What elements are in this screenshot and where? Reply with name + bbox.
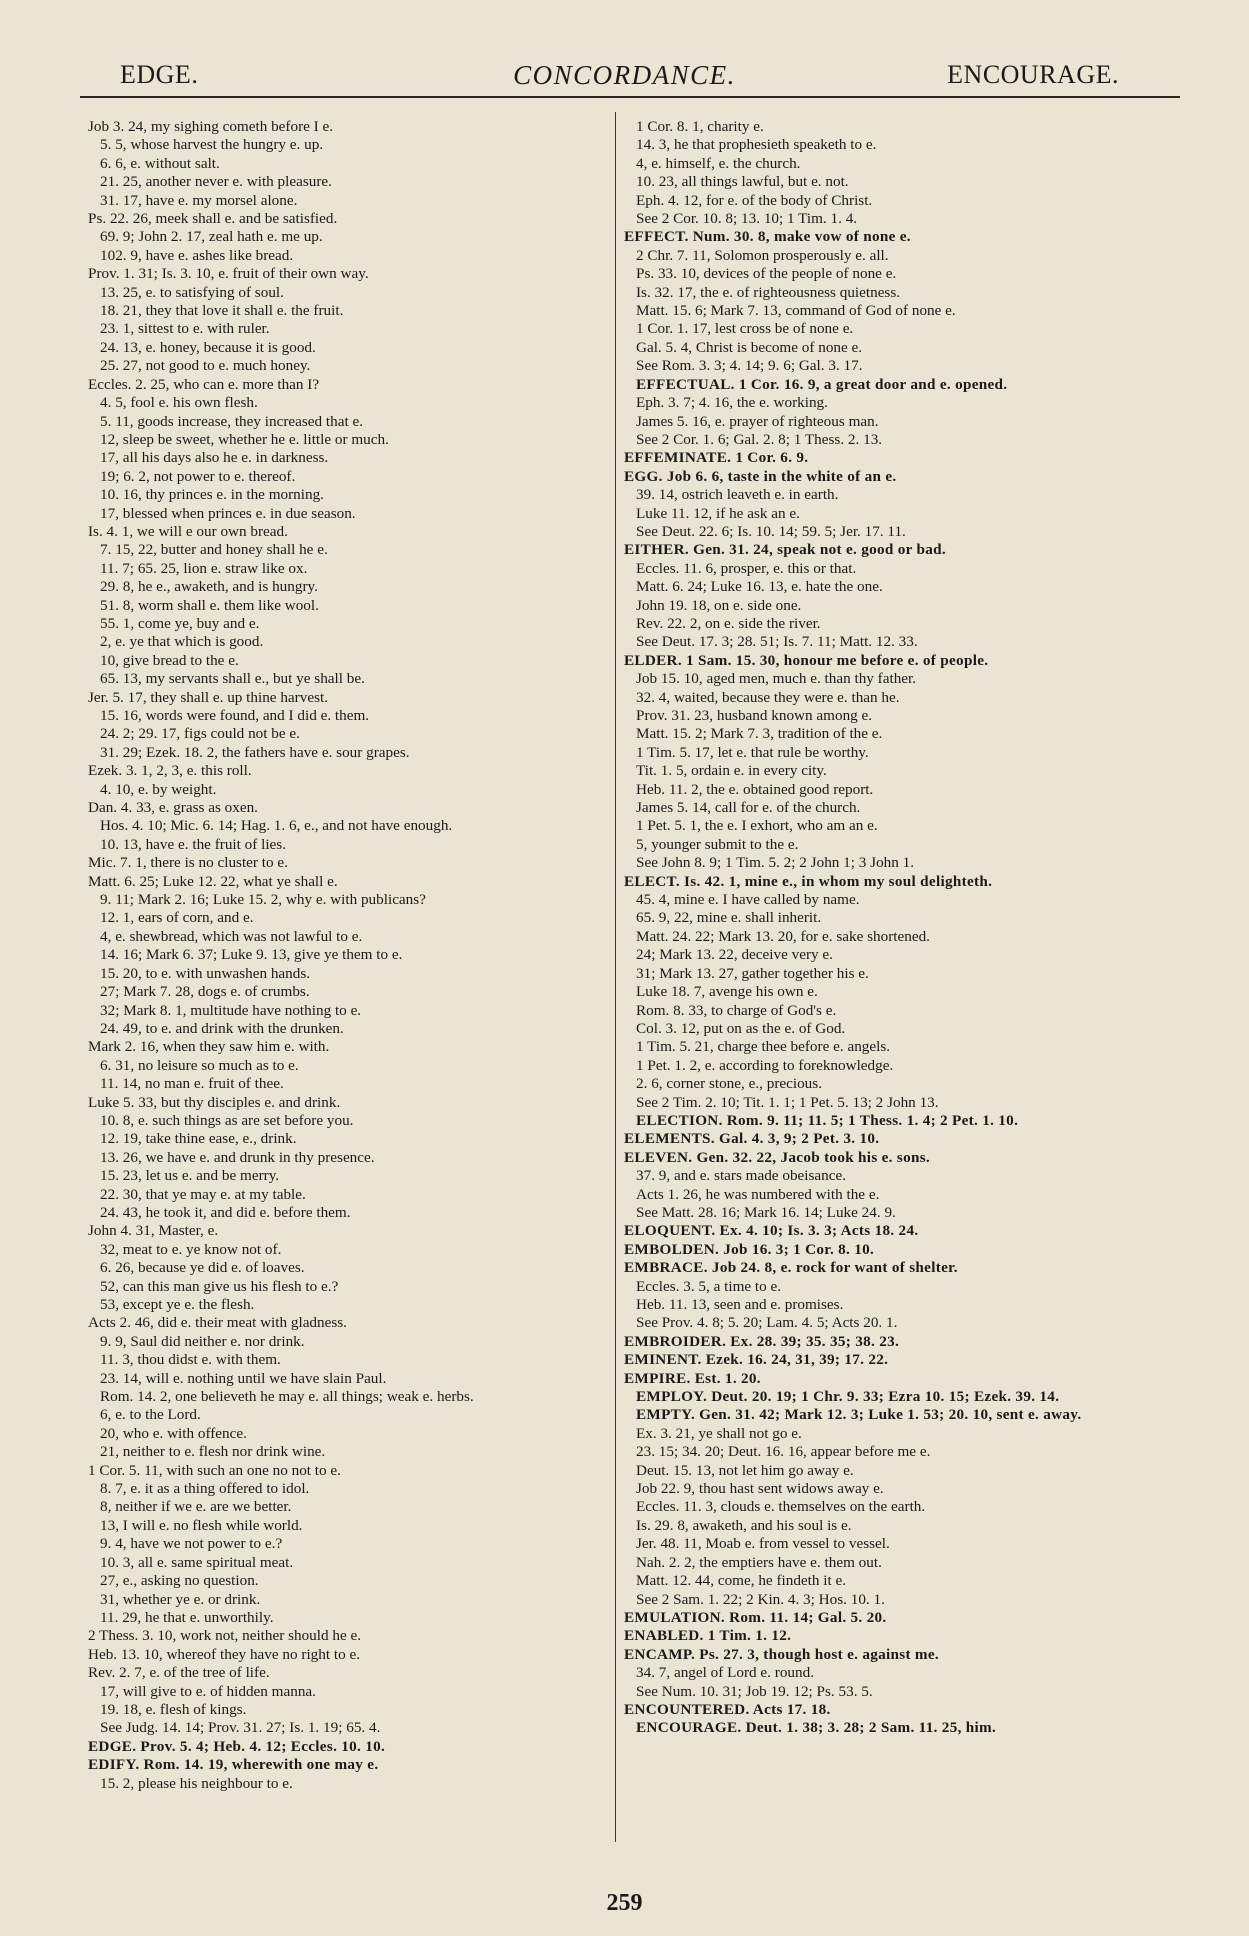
entry-line: 10. 8, e. such things as are set before you. xyxy=(100,1111,354,1129)
entry-line: 24. 49, to e. and drink with the drunken. xyxy=(100,1019,344,1037)
entry-line: Heb. 13. 10, whereof they have no right to e. xyxy=(88,1645,361,1663)
entry-line: See John 8. 9; 1 Tim. 5. 2; 2 John 1; 3 John 1. xyxy=(636,854,915,872)
entry-line: James 5. 14, call for e. of the church. xyxy=(636,799,861,817)
entry-line: ENCOURAGE. Deut. 1. 38; 3. 28; 2 Sam. 11. 25, him. xyxy=(636,1719,997,1737)
entry-line: Tit. 1. 5, ordain e. in every city. xyxy=(636,762,827,780)
entry-line: 5. 5, whose harvest the hungry e. up. xyxy=(100,136,324,154)
header-first-word: EDGE. xyxy=(120,60,199,89)
entry-line: 22. 30, that ye may e. at my table. xyxy=(100,1185,306,1203)
entry-line: EMBRACE. Job 24. 8, e. rock for want of shelter. xyxy=(624,1259,958,1277)
entry-line: 2 Chr. 7. 11, Solomon prosperously e. all. xyxy=(636,246,889,264)
entry-line: Prov. 1. 31; Is. 3. 10, e. fruit of their own way. xyxy=(88,265,369,283)
entry-line: EMBOLDEN. Job 16. 3; 1 Cor. 8. 10. xyxy=(624,1240,875,1258)
entry-line: Job 3. 24, my sighing cometh before I e. xyxy=(88,118,334,135)
entry-line: 15. 16, words were found, and I did e. them. xyxy=(100,707,370,724)
entry-line: 1 Pet. 1. 2, e. according to foreknowledge. xyxy=(636,1056,894,1074)
entry-line: See Matt. 28. 16; Mark 16. 14; Luke 24. 9. xyxy=(636,1203,896,1221)
entry-line: Matt. 24. 22; Mark 13. 20, for e. sake shortened. xyxy=(636,927,930,945)
entry-line: 4, e. himself, e. the church. xyxy=(636,154,801,172)
entry-line: Job 22. 9, thou hast sent widows away e. xyxy=(636,1480,884,1498)
entry-line: 10. 3, all e. same spiritual meat. xyxy=(100,1553,294,1571)
entry-line: 12, sleep be sweet, whether he e. little or much. xyxy=(100,430,389,448)
entry-line: Acts 2. 46, did e. their meat with gladness. xyxy=(88,1314,347,1332)
entry-line: 9. 11; Mark 2. 16; Luke 15. 2, why e. with publicans? xyxy=(100,891,426,909)
entry-line: Eccles. 11. 6, prosper, e. this or that. xyxy=(636,559,857,577)
entry-line: Eccles. 11. 3, clouds e. themselves on the earth. xyxy=(636,1498,926,1516)
entry-line: 2, e. ye that which is good. xyxy=(100,633,264,651)
entry-line: 23. 15; 34. 20; Deut. 16. 16, appear before me e. xyxy=(636,1443,931,1461)
entry-line: 15. 23, let us e. and be merry. xyxy=(100,1167,280,1185)
entry-line: 31. 17, have e. my morsel alone. xyxy=(100,191,298,209)
entry-line: Col. 3. 12, put on as the e. of God. xyxy=(636,1019,846,1037)
entry-line: ENCAMP. Ps. 27. 3, though host e. against me. xyxy=(624,1645,940,1663)
entry-line: Is. 32. 17, the e. of righteousness quietness. xyxy=(636,283,901,301)
entry-line: 8. 7, e. it as a thing offered to idol. xyxy=(100,1480,310,1498)
entry-line: Rom. 8. 33, to charge of God's e. xyxy=(636,1001,837,1019)
entry-line: Mark 2. 16, when they saw him e. with. xyxy=(88,1038,330,1056)
entry-line: 12. 1, ears of corn, and e. xyxy=(100,909,254,927)
entry-line: 31, whether ye e. or drink. xyxy=(100,1590,261,1608)
entry-line: Gal. 5. 4, Christ is become of none e. xyxy=(636,338,863,356)
entry-line: 6. 31, no leisure so much as to e. xyxy=(100,1056,299,1074)
header-last-word: ENCOURAGE. xyxy=(947,60,1119,89)
right-column xyxy=(624,118,1159,1738)
entry-line: 32. 4, waited, because they were e. than he. xyxy=(636,688,900,706)
entry-line: Acts 1. 26, he was numbered with the e. xyxy=(636,1185,880,1203)
entry-line: 5, younger submit to the e. xyxy=(636,835,799,853)
entry-line: 21, neither to e. flesh nor drink wine. xyxy=(100,1443,326,1461)
entry-line: 10, give bread to the e. xyxy=(100,651,239,669)
entry-line: 11. 7; 65. 25, lion e. straw like ox. xyxy=(100,559,308,577)
entry-line: 69. 9; John 2. 17, zeal hath e. me up. xyxy=(100,228,323,246)
entry-line: Matt. 15. 2; Mark 7. 3, tradition of the e. xyxy=(636,725,883,743)
entry-line: Ps. 33. 10, devices of the people of none e. xyxy=(636,265,897,283)
entry-line: ENCOUNTERED. Acts 17. 18. xyxy=(624,1700,831,1718)
entry-line: Eph. 4. 12, for e. of the body of Christ. xyxy=(636,191,873,209)
entry-line: 23. 14, will e. nothing until we have slain Paul. xyxy=(100,1369,387,1387)
entry-line: ENABLED. 1 Tim. 1. 12. xyxy=(624,1627,792,1645)
entry-line: 1 Pet. 5. 1, the e. I exhort, who am an e. xyxy=(636,817,878,835)
entry-line: EGG. Job 6. 6, taste in the white of an e. xyxy=(624,467,897,485)
entry-line: Matt. 6. 24; Luke 16. 13, e. hate the one. xyxy=(636,578,883,596)
entry-line: Prov. 31. 23, husband known among e. xyxy=(636,707,873,724)
entry-line: 65. 13, my servants shall e., but ye shall be. xyxy=(100,670,365,688)
entry-line: Luke 5. 33, but thy disciples e. and drink. xyxy=(88,1093,341,1111)
entry-line: 17, all his days also he e. in darkness. xyxy=(100,449,329,467)
entry-line: 102. 9, have e. ashes like bread. xyxy=(100,246,294,264)
entry-line: 19. 18, e. flesh of kings. xyxy=(100,1700,247,1718)
entry-line: Hos. 4. 10; Mic. 6. 14; Hag. 1. 6, e., and not have enough. xyxy=(100,817,453,835)
entry-line: Dan. 4. 33, e. grass as oxen. xyxy=(88,799,258,817)
entry-line: 11. 3, thou didst e. with them. xyxy=(100,1351,281,1369)
entry-line: 27; Mark 7. 28, dogs e. of crumbs. xyxy=(100,983,310,1001)
entry-line: EMULATION. Rom. 11. 14; Gal. 5. 20. xyxy=(624,1608,887,1626)
entry-line: 25. 27, not good to e. much honey. xyxy=(100,357,311,375)
entry-line: ELEMENTS. Gal. 4. 3, 9; 2 Pet. 3. 10. xyxy=(624,1130,880,1148)
entry-line: 12. 19, take thine ease, e., drink. xyxy=(100,1130,297,1148)
entry-line: Rev. 22. 2, on e. side the river. xyxy=(636,614,821,632)
entry-line: EFFEMINATE. 1 Cor. 6. 9. xyxy=(624,449,809,467)
entry-line: 2 Thess. 3. 10, work not, neither should he e. xyxy=(88,1627,362,1645)
entry-line: See 2 Cor. 1. 6; Gal. 2. 8; 1 Thess. 2. 13. xyxy=(636,430,883,448)
entry-line: 19; 6. 2, not power to e. thereof. xyxy=(100,467,296,485)
entry-line: Is. 29. 8, awaketh, and his soul is e. xyxy=(636,1516,852,1534)
entry-line: 7. 15, 22, butter and honey shall he e. xyxy=(100,541,328,559)
entry-line: 29. 8, he e., awaketh, and is hungry. xyxy=(100,578,318,596)
entry-line: See Judg. 14. 14; Prov. 31. 27; Is. 1. 19; 65. 4. xyxy=(100,1719,381,1737)
entry-line: 45. 4, mine e. I have called by name. xyxy=(636,891,860,909)
entry-line: 4, e. shewbread, which was not lawful to e. xyxy=(100,927,363,945)
entry-line: Heb. 11. 13, seen and e. promises. xyxy=(636,1296,844,1313)
entry-line: 55. 1, come ye, buy and e. xyxy=(100,614,260,632)
entry-line: 23. 1, sittest to e. with ruler. xyxy=(100,320,270,338)
entry-line: Eccles. 2. 25, who can e. more than I? xyxy=(88,375,320,393)
entry-line: Nah. 2. 2, the emptiers have e. them out. xyxy=(636,1553,882,1571)
column-divider xyxy=(615,112,616,1842)
entry-line: 10. 13, have e. the fruit of lies. xyxy=(100,835,286,853)
entry-line: 21. 25, another never e. with pleasure. xyxy=(100,173,332,191)
entry-line: John 4. 31, Master, e. xyxy=(88,1222,219,1240)
entry-line: Rev. 2. 7, e. of the tree of life. xyxy=(88,1664,270,1682)
entry-line: Luke 18. 7, avenge his own e. xyxy=(636,983,818,1001)
entry-line: 24; Mark 13. 22, deceive very e. xyxy=(636,946,833,964)
entry-line: See 2 Sam. 1. 22; 2 Kin. 4. 3; Hos. 10. 1. xyxy=(636,1590,885,1608)
entry-line: Luke 11. 12, if he ask an e. xyxy=(636,504,800,522)
entry-line: EFFECT. Num. 30. 8, make vow of none e. xyxy=(624,228,911,246)
entry-line: ELECTION. Rom. 9. 11; 11. 5; 1 Thess. 1. 4; 2 Pet. 1. 10. xyxy=(636,1111,1019,1129)
entry-line: 34. 7, angel of Lord e. round. xyxy=(636,1664,814,1682)
entry-line: 52, can this man give us his flesh to e.? xyxy=(100,1277,339,1295)
entry-line: 32, meat to e. ye know not of. xyxy=(100,1240,282,1258)
page-number: 259 xyxy=(606,1890,643,1916)
entry-line: ELEVEN. Gen. 32. 22, Jacob took his e. sons. xyxy=(624,1148,931,1166)
entry-line: 8, neither if we e. are we better. xyxy=(100,1498,292,1516)
running-title: CONCORDANCE. xyxy=(513,60,736,90)
entry-line: Ps. 22. 26, meek shall e. and be satisfied. xyxy=(88,210,338,228)
entry-line: See 2 Tim. 2. 10; Tit. 1. 1; 1 Pet. 5. 13; 2 John 13. xyxy=(636,1093,939,1111)
entry-line: 65. 9, 22, mine e. shall inherit. xyxy=(636,909,822,927)
entry-line: Deut. 15. 13, not let him go away e. xyxy=(636,1461,854,1479)
entry-line: Heb. 11. 2, the e. obtained good report. xyxy=(636,780,874,798)
entry-line: 18. 21, they that love it shall e. the fruit. xyxy=(100,302,344,320)
entry-line: 51. 8, worm shall e. them like wool. xyxy=(100,596,319,614)
entry-line: 53, except ye e. the flesh. xyxy=(100,1296,255,1313)
entry-line: 14. 16; Mark 6. 37; Luke 9. 13, give ye them to e. xyxy=(100,946,403,964)
entry-line: 24. 13, e. honey, because it is good. xyxy=(100,338,316,356)
entry-line: 1 Cor. 1. 17, lest cross be of none e. xyxy=(636,320,854,338)
entry-line: 11. 29, he that e. unworthily. xyxy=(100,1608,274,1626)
entry-line: 20, who e. with offence. xyxy=(100,1424,247,1442)
entry-line: 39. 14, ostrich leaveth e. in earth. xyxy=(636,486,839,504)
entry-line: 37. 9, and e. stars made obeisance. xyxy=(636,1167,847,1185)
entry-line: Matt. 15. 6; Mark 7. 13, command of God of none e. xyxy=(636,302,956,320)
entry-line: 17, will give to e. of hidden manna. xyxy=(100,1682,316,1700)
entry-line: 9. 9, Saul did neither e. nor drink. xyxy=(100,1332,305,1350)
entry-line: 24. 2; 29. 17, figs could not be e. xyxy=(100,725,300,743)
entry-line: 17, blessed when princes e. in due season. xyxy=(100,504,356,522)
entry-line: EMPIRE. Est. 1. 20. xyxy=(624,1369,761,1387)
entry-line: See Deut. 17. 3; 28. 51; Is. 7. 11; Matt. 12. 33. xyxy=(636,633,918,651)
entry-line: Eccles. 3. 5, a time to e. xyxy=(636,1277,782,1295)
entry-line: EDGE. Prov. 5. 4; Heb. 4. 12; Eccles. 10. 10. xyxy=(88,1737,386,1755)
entry-line: Eph. 3. 7; 4. 16, the e. working. xyxy=(636,394,828,412)
entry-line: EFFECTUAL. 1 Cor. 16. 9, a great door and e. opened. xyxy=(636,375,1008,393)
entry-line: See Deut. 22. 6; Is. 10. 14; 59. 5; Jer. 17. 11. xyxy=(636,522,906,540)
entry-line: 10. 23, all things lawful, but e. not. xyxy=(636,173,849,191)
entry-line: 6, e. to the Lord. xyxy=(100,1406,201,1424)
entry-line: See Prov. 4. 8; 5. 20; Lam. 4. 5; Acts 20. 1. xyxy=(636,1314,898,1332)
entry-line: Rom. 14. 2, one believeth he may e. all things; weak e. herbs. xyxy=(100,1388,474,1406)
entry-line: 9. 4, have we not power to e.? xyxy=(100,1535,283,1553)
entry-line: 15. 20, to e. with unwashen hands. xyxy=(100,964,311,982)
entry-line: EMPLOY. Deut. 20. 19; 1 Chr. 9. 33; Ezra 10. 15; Ezek. 39. 14. xyxy=(636,1388,1060,1406)
entry-line: 1 Tim. 5. 21, charge thee before e. angels. xyxy=(636,1038,891,1056)
entry-line: Matt. 6. 25; Luke 12. 22, what ye shall e. xyxy=(88,872,338,890)
entry-line: 11. 14, no man e. fruit of thee. xyxy=(100,1075,284,1093)
entry-line: Mic. 7. 1, there is no cluster to e. xyxy=(88,854,288,872)
left-column xyxy=(88,118,618,1793)
entry-line: 6. 6, e. without salt. xyxy=(100,154,220,172)
entry-line: 4. 10, e. by weight. xyxy=(100,780,217,798)
entry-line: 13, I will e. no flesh while world. xyxy=(100,1516,303,1534)
entry-line: EMBROIDER. Ex. 28. 39; 35. 35; 38. 23. xyxy=(624,1332,900,1350)
entry-line: See Rom. 3. 3; 4. 14; 9. 6; Gal. 3. 17. xyxy=(636,357,863,375)
entry-line: 24. 43, he took it, and did e. before them. xyxy=(100,1203,351,1221)
entry-line: James 5. 16, e. prayer of righteous man. xyxy=(636,412,879,430)
entry-line: EMPTY. Gen. 31. 42; Mark 12. 3; Luke 1. 53; 20. 10, sent e. away. xyxy=(636,1406,1082,1424)
entry-line: EDIFY. Rom. 14. 19, wherewith one may e. xyxy=(88,1756,379,1774)
entry-line: EITHER. Gen. 31. 24, speak not e. good or bad. xyxy=(624,541,946,559)
entry-line: 4. 5, fool e. his own flesh. xyxy=(100,394,258,412)
entry-line: EMINENT. Ezek. 16. 24, 31, 39; 17. 22. xyxy=(624,1351,889,1369)
entry-line: 1 Cor. 5. 11, with such an one no not to e. xyxy=(88,1461,341,1479)
entry-line: 2. 6, corner stone, e., precious. xyxy=(636,1075,822,1093)
entry-line: 14. 3, he that prophesieth speaketh to e. xyxy=(636,136,877,154)
entry-line: 15. 2, please his neighbour to e. xyxy=(100,1774,293,1792)
entry-line: Jer. 5. 17, they shall e. up thine harvest. xyxy=(88,688,328,706)
entry-line: Ex. 3. 21, ye shall not go e. xyxy=(636,1424,802,1442)
entry-line: 27, e., asking no question. xyxy=(100,1572,259,1590)
entry-line: 13. 26, we have e. and drunk in thy presence. xyxy=(100,1148,375,1166)
entry-line: 6. 26, because ye did e. of loaves. xyxy=(100,1259,305,1277)
entry-line: 31; Mark 13. 27, gather together his e. xyxy=(636,964,869,982)
entry-line: 1 Tim. 5. 17, let e. that rule be worthy. xyxy=(636,743,869,761)
entry-line: ELECT. Is. 42. 1, mine e., in whom my soul delighteth. xyxy=(624,872,993,890)
entry-line: ELOQUENT. Ex. 4. 10; Is. 3. 3; Acts 18. 24. xyxy=(624,1222,919,1240)
entry-line: Job 15. 10, aged men, much e. than thy father. xyxy=(636,670,917,688)
entry-line: John 19. 18, on e. side one. xyxy=(636,596,802,614)
header-rule xyxy=(80,96,1180,98)
entry-line: 31. 29; Ezek. 18. 2, the fathers have e. sour grapes. xyxy=(100,743,410,761)
entry-line: See Num. 10. 31; Job 19. 12; Ps. 53. 5. xyxy=(636,1682,873,1700)
entry-line: 13. 25, e. to satisfying of soul. xyxy=(100,283,284,301)
entry-line: ELDER. 1 Sam. 15. 30, honour me before e. of people. xyxy=(624,651,989,669)
entry-line: Matt. 12. 44, come, he findeth it e. xyxy=(636,1572,847,1590)
entry-line: 10. 16, thy princes e. in the morning. xyxy=(100,486,324,504)
entry-line: 5. 11, goods increase, they increased that e. xyxy=(100,412,364,430)
entry-line: Jer. 48. 11, Moab e. from vessel to vessel. xyxy=(636,1535,890,1553)
entry-line: 32; Mark 8. 1, multitude have nothing to e. xyxy=(100,1001,362,1019)
entry-line: Is. 4. 1, we will e our own bread. xyxy=(88,522,288,540)
entry-line: See 2 Cor. 10. 8; 13. 10; 1 Tim. 1. 4. xyxy=(636,210,858,228)
entry-line: 1 Cor. 8. 1, charity e. xyxy=(636,118,764,135)
entry-line: Ezek. 3. 1, 2, 3, e. this roll. xyxy=(88,762,252,780)
